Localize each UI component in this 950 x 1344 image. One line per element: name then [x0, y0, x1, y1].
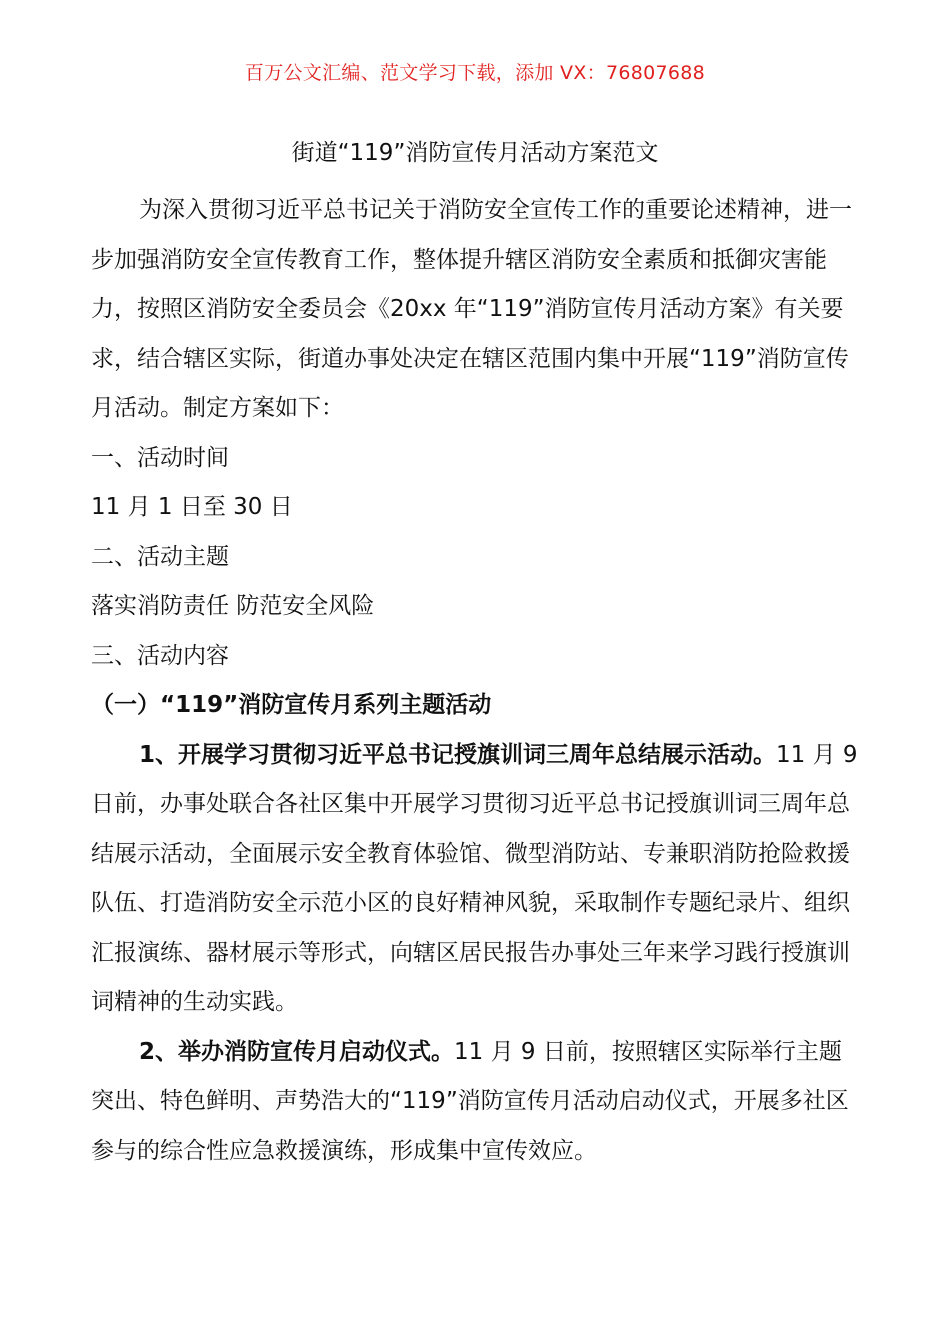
document-title: 街道“119”消防宣传月活动方案范文	[291, 140, 659, 166]
document-body	[91, 186, 863, 1176]
item-2-title: 2、举办消防宣传月启动仪式。	[139, 1038, 455, 1065]
section-heading-content: 三、活动内容	[91, 642, 229, 669]
section-heading-time: 一、活动时间	[91, 444, 229, 471]
section-heading-theme: 二、活动主题	[91, 543, 229, 570]
item-1-body: 11 月 9 日前，办事处联合各社区集中开展学习贯彻习近平总书记授旗训词三周年总结展示活动，全面展示安全教育体验馆、微型消防站、专兼职消防抢险救援队伍、打造消防安全示范小区的良好精神风貌，采取制作专题纪录片、组织汇报演练、器材展示等形式，向辖区居民报告办事处三年来学习践行授旗训词精神的生动实践。	[91, 741, 858, 1015]
section-content-theme: 落实消防责任 防范安全风险	[91, 593, 375, 619]
item-1-paragraph	[91, 731, 863, 1028]
header-watermark: 百万公文汇编、范文学习下载，添加 VX：76807688	[244, 62, 706, 84]
intro-paragraph: 为深入贯彻习近平总书记关于消防安全宣传工作的重要论述精神，进一步加强消防安全宣传教育工作，整体提升辖区消防安全素质和抵御灾害能力，按照区消防安全委员会《20xx 年“119”消防宣传月活动方案》有关要求，结合辖区实际，街道办事处决定在辖区范围内集中开展“119”消防宣传月活动。制定方案如下：	[91, 197, 852, 421]
item-1-title: 1、开展学习贯彻习近平总书记授旗训词三周年总结展示活动。	[139, 741, 777, 768]
subsection-heading: （一）“119”消防宣传月系列主题活动	[91, 692, 492, 718]
section-content-time: 11 月 1 日至 30 日	[91, 494, 293, 520]
item-2-body: 11 月 9 日前，按照辖区实际举行主题突出、特色鲜明、声势浩大的“119”消防宣传月活动启动仪式，开展多社区参与的综合性应急救援演练，形成集中宣传效应。	[91, 1038, 849, 1164]
item-2-paragraph	[91, 1028, 863, 1177]
